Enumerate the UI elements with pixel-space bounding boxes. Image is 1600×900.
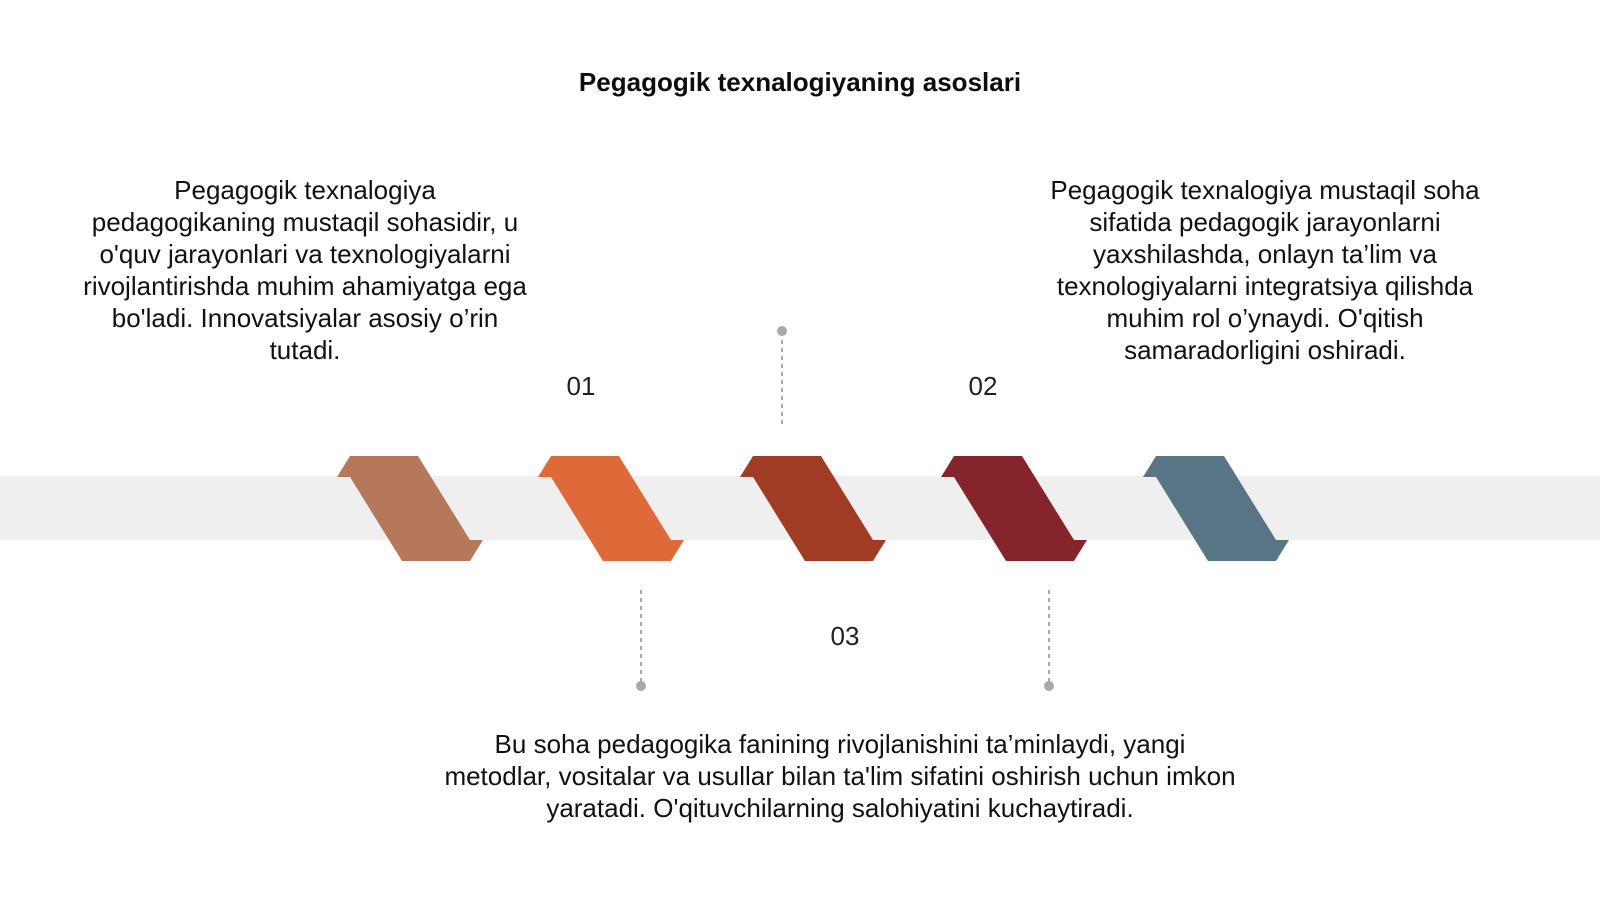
chevron-4	[941, 456, 1087, 561]
step-03-description: Bu soha pedagogika fanining rivojlanishini ta’minlaydi, yangi metodlar, vositalar va usullar bilan ta'lim sifatini oshirish uchun imkon yaratadi. O'qituvchilarning salohiyatini kuchaytiradi.	[444, 729, 1236, 823]
chevron-3	[740, 456, 886, 561]
step-02-number: 02	[968, 371, 998, 401]
chevron-5	[1143, 456, 1289, 561]
chevron-2	[538, 456, 684, 561]
step-01-number: 01	[566, 371, 596, 401]
chevron-1	[337, 456, 483, 561]
step-01-description: Pegagogik texnalogiya pedagogikaning mustaqil sohasidir, u o'quv jarayonlari va texnologiyalarni rivojlantirishda muhim ahamiyatga ega bo'ladi. Innovatsiyalar asosiy o’rin tutadi.	[83, 175, 527, 365]
connector-bottom-right	[1044, 590, 1054, 691]
step-03-number: 03	[830, 621, 860, 651]
page-title: Pegagogik texnalogiyaning asoslari	[578, 67, 1022, 97]
connector-top-center	[777, 326, 787, 428]
step-02-description: Pegagogik texnalogiya mustaqil soha sifatida pedagogik jarayonlarni yaxshilashda, onlayn ta’lim va texnologiyalarni integratsiya qilishda muhim rol o’ynaydi. O'qitish samaradorligini oshiradi.	[1050, 175, 1480, 365]
connector-bottom-left	[636, 590, 646, 691]
